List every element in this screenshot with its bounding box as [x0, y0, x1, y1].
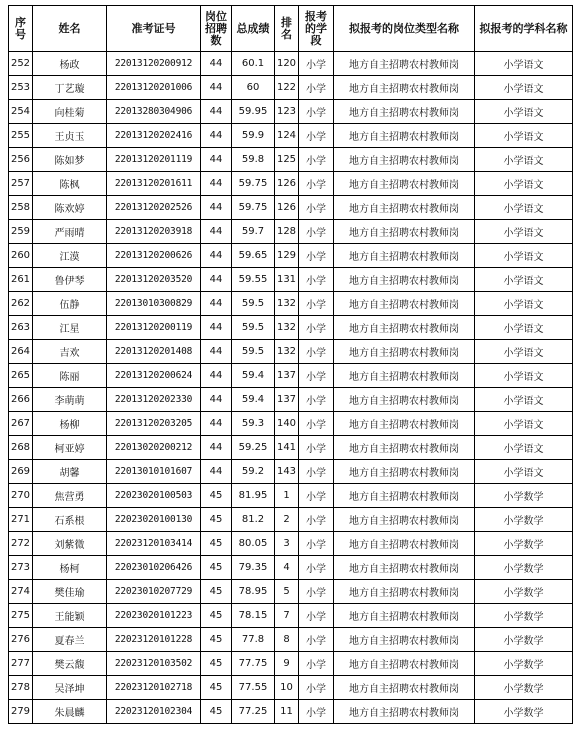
cell-seq: 253	[9, 76, 33, 100]
cell-subject: 小学语文	[475, 196, 573, 220]
table-row	[9, 676, 573, 700]
cell-rank: 5	[275, 580, 299, 604]
cell-subject: 小学数学	[475, 556, 573, 580]
table-row	[9, 460, 573, 484]
cell-seq: 270	[9, 484, 33, 508]
cell-post-type: 地方自主招聘农村教师岗	[334, 220, 475, 244]
cell-post-type: 地方自主招聘农村教师岗	[334, 700, 475, 724]
cell-score: 78.95	[232, 580, 275, 604]
table-row	[9, 700, 573, 724]
cell-score: 77.25	[232, 700, 275, 724]
cell-stage: 小学	[299, 52, 334, 76]
cell-quota: 44	[201, 196, 232, 220]
cell-post-type: 地方自主招聘农村教师岗	[334, 124, 475, 148]
cell-exam-id: 22023010207729	[107, 580, 201, 604]
cell-quota: 44	[201, 436, 232, 460]
cell-name: 陈丽	[33, 364, 107, 388]
cell-subject: 小学数学	[475, 676, 573, 700]
cell-exam-id: 22013120201119	[107, 148, 201, 172]
cell-score: 59.25	[232, 436, 275, 460]
table-row	[9, 244, 573, 268]
header-rank: 排名	[275, 6, 299, 52]
cell-stage: 小学	[299, 676, 334, 700]
cell-rank: 122	[275, 76, 299, 100]
cell-stage: 小学	[299, 220, 334, 244]
cell-exam-id: 22013120200626	[107, 244, 201, 268]
cell-post-type: 地方自主招聘农村教师岗	[334, 388, 475, 412]
cell-exam-id: 22013120200912	[107, 52, 201, 76]
cell-name: 李萌萌	[33, 388, 107, 412]
cell-post-type: 地方自主招聘农村教师岗	[334, 172, 475, 196]
cell-stage: 小学	[299, 412, 334, 436]
cell-subject: 小学数学	[475, 532, 573, 556]
cell-name: 朱晨麟	[33, 700, 107, 724]
header-quota: 岗位招聘数	[201, 6, 232, 52]
cell-name: 吴泽坤	[33, 676, 107, 700]
cell-quota: 44	[201, 460, 232, 484]
cell-seq: 265	[9, 364, 33, 388]
cell-stage: 小学	[299, 628, 334, 652]
cell-name: 向桂菊	[33, 100, 107, 124]
header-stage: 报考的学段	[299, 6, 334, 52]
cell-exam-id: 22013120203520	[107, 268, 201, 292]
cell-exam-id: 22013010300829	[107, 292, 201, 316]
cell-post-type: 地方自主招聘农村教师岗	[334, 628, 475, 652]
table-row	[9, 412, 573, 436]
cell-subject: 小学数学	[475, 484, 573, 508]
cell-subject: 小学数学	[475, 652, 573, 676]
cell-post-type: 地方自主招聘农村教师岗	[334, 52, 475, 76]
cell-score: 59.65	[232, 244, 275, 268]
cell-rank: 8	[275, 628, 299, 652]
cell-stage: 小学	[299, 364, 334, 388]
cell-stage: 小学	[299, 124, 334, 148]
cell-subject: 小学语文	[475, 268, 573, 292]
cell-score: 80.05	[232, 532, 275, 556]
cell-post-type: 地方自主招聘农村教师岗	[334, 484, 475, 508]
cell-name: 陈欢婷	[33, 196, 107, 220]
table-row	[9, 172, 573, 196]
cell-rank: 2	[275, 508, 299, 532]
cell-subject: 小学语文	[475, 292, 573, 316]
cell-name: 胡馨	[33, 460, 107, 484]
cell-exam-id: 22013120200624	[107, 364, 201, 388]
table-row	[9, 292, 573, 316]
table-row	[9, 652, 573, 676]
results-table	[8, 5, 573, 724]
cell-name: 焦营勇	[33, 484, 107, 508]
cell-quota: 45	[201, 508, 232, 532]
cell-quota: 44	[201, 364, 232, 388]
cell-quota: 44	[201, 316, 232, 340]
cell-post-type: 地方自主招聘农村教师岗	[334, 460, 475, 484]
cell-stage: 小学	[299, 268, 334, 292]
cell-score: 59.4	[232, 364, 275, 388]
table-header	[9, 6, 573, 52]
cell-stage: 小学	[299, 316, 334, 340]
cell-rank: 128	[275, 220, 299, 244]
cell-score: 59.8	[232, 148, 275, 172]
cell-name: 丁艺璇	[33, 76, 107, 100]
cell-score: 59.5	[232, 316, 275, 340]
cell-stage: 小学	[299, 604, 334, 628]
cell-seq: 267	[9, 412, 33, 436]
cell-quota: 44	[201, 76, 232, 100]
cell-quota: 44	[201, 148, 232, 172]
cell-score: 59.95	[232, 100, 275, 124]
cell-rank: 137	[275, 364, 299, 388]
cell-seq: 271	[9, 508, 33, 532]
cell-exam-id: 22013120201408	[107, 340, 201, 364]
cell-rank: 143	[275, 460, 299, 484]
cell-stage: 小学	[299, 388, 334, 412]
cell-rank: 132	[275, 292, 299, 316]
cell-rank: 120	[275, 52, 299, 76]
cell-quota: 45	[201, 532, 232, 556]
header-subject: 拟报考的学科名称	[475, 6, 573, 52]
table-row	[9, 148, 573, 172]
header-seq: 序号	[9, 6, 33, 52]
cell-name: 江星	[33, 316, 107, 340]
cell-name: 杨柳	[33, 412, 107, 436]
cell-subject: 小学语文	[475, 364, 573, 388]
cell-subject: 小学语文	[475, 76, 573, 100]
table-row	[9, 196, 573, 220]
table-body	[9, 52, 573, 724]
cell-score: 77.8	[232, 628, 275, 652]
cell-subject: 小学数学	[475, 628, 573, 652]
cell-seq: 278	[9, 676, 33, 700]
cell-seq: 263	[9, 316, 33, 340]
cell-score: 81.95	[232, 484, 275, 508]
cell-subject: 小学语文	[475, 436, 573, 460]
table-row	[9, 532, 573, 556]
cell-score: 59.55	[232, 268, 275, 292]
cell-seq: 274	[9, 580, 33, 604]
cell-stage: 小学	[299, 556, 334, 580]
cell-score: 79.35	[232, 556, 275, 580]
cell-quota: 44	[201, 100, 232, 124]
table-row	[9, 52, 573, 76]
cell-stage: 小学	[299, 508, 334, 532]
cell-rank: 9	[275, 652, 299, 676]
table-row	[9, 76, 573, 100]
cell-post-type: 地方自主招聘农村教师岗	[334, 148, 475, 172]
table-row	[9, 484, 573, 508]
cell-post-type: 地方自主招聘农村教师岗	[334, 556, 475, 580]
cell-seq: 275	[9, 604, 33, 628]
cell-exam-id: 22013020200212	[107, 436, 201, 460]
cell-exam-id: 22013120202330	[107, 388, 201, 412]
cell-name: 王能颖	[33, 604, 107, 628]
cell-stage: 小学	[299, 484, 334, 508]
cell-name: 王贞玉	[33, 124, 107, 148]
cell-seq: 261	[9, 268, 33, 292]
cell-post-type: 地方自主招聘农村教师岗	[334, 532, 475, 556]
cell-seq: 276	[9, 628, 33, 652]
cell-exam-id: 22023120101228	[107, 628, 201, 652]
cell-stage: 小学	[299, 580, 334, 604]
cell-seq: 273	[9, 556, 33, 580]
cell-seq: 256	[9, 148, 33, 172]
cell-quota: 44	[201, 220, 232, 244]
cell-subject: 小学语文	[475, 244, 573, 268]
cell-score: 59.2	[232, 460, 275, 484]
cell-quota: 45	[201, 484, 232, 508]
header-row	[9, 6, 573, 52]
cell-subject: 小学语文	[475, 148, 573, 172]
cell-stage: 小学	[299, 172, 334, 196]
cell-seq: 272	[9, 532, 33, 556]
cell-exam-id: 22013120201006	[107, 76, 201, 100]
cell-name: 吉欢	[33, 340, 107, 364]
cell-seq: 268	[9, 436, 33, 460]
cell-subject: 小学语文	[475, 412, 573, 436]
cell-rank: 132	[275, 316, 299, 340]
cell-rank: 124	[275, 124, 299, 148]
header-exam-id: 准考证号	[107, 6, 201, 52]
table-row	[9, 628, 573, 652]
cell-seq: 260	[9, 244, 33, 268]
cell-score: 60	[232, 76, 275, 100]
table-row	[9, 340, 573, 364]
cell-name: 樊佳瑜	[33, 580, 107, 604]
header-score: 总成绩	[232, 6, 275, 52]
cell-stage: 小学	[299, 196, 334, 220]
cell-subject: 小学语文	[475, 316, 573, 340]
cell-post-type: 地方自主招聘农村教师岗	[334, 340, 475, 364]
cell-subject: 小学语文	[475, 340, 573, 364]
cell-name: 江漠	[33, 244, 107, 268]
cell-seq: 257	[9, 172, 33, 196]
cell-stage: 小学	[299, 148, 334, 172]
cell-quota: 44	[201, 292, 232, 316]
table-row	[9, 580, 573, 604]
table-row	[9, 388, 573, 412]
cell-quota: 45	[201, 676, 232, 700]
table-row	[9, 508, 573, 532]
cell-subject: 小学语文	[475, 220, 573, 244]
cell-quota: 44	[201, 124, 232, 148]
cell-exam-id: 22013120203205	[107, 412, 201, 436]
cell-post-type: 地方自主招聘农村教师岗	[334, 316, 475, 340]
table-row	[9, 220, 573, 244]
cell-post-type: 地方自主招聘农村教师岗	[334, 580, 475, 604]
cell-exam-id: 22023020100130	[107, 508, 201, 532]
cell-name: 刘紫微	[33, 532, 107, 556]
cell-post-type: 地方自主招聘农村教师岗	[334, 268, 475, 292]
cell-subject: 小学数学	[475, 700, 573, 724]
cell-seq: 254	[9, 100, 33, 124]
cell-exam-id: 22013010101607	[107, 460, 201, 484]
cell-stage: 小学	[299, 340, 334, 364]
cell-rank: 4	[275, 556, 299, 580]
cell-stage: 小学	[299, 700, 334, 724]
cell-quota: 44	[201, 52, 232, 76]
cell-score: 81.2	[232, 508, 275, 532]
cell-name: 陈枫	[33, 172, 107, 196]
cell-score: 59.5	[232, 340, 275, 364]
cell-subject: 小学语文	[475, 172, 573, 196]
cell-post-type: 地方自主招聘农村教师岗	[334, 76, 475, 100]
cell-rank: 131	[275, 268, 299, 292]
cell-quota: 44	[201, 388, 232, 412]
cell-quota: 44	[201, 244, 232, 268]
cell-post-type: 地方自主招聘农村教师岗	[334, 508, 475, 532]
cell-seq: 279	[9, 700, 33, 724]
cell-stage: 小学	[299, 532, 334, 556]
cell-subject: 小学数学	[475, 580, 573, 604]
header-name: 姓名	[33, 6, 107, 52]
cell-name: 鲁伊琴	[33, 268, 107, 292]
cell-rank: 141	[275, 436, 299, 460]
cell-name: 夏春兰	[33, 628, 107, 652]
cell-score: 59.75	[232, 196, 275, 220]
cell-post-type: 地方自主招聘农村教师岗	[334, 100, 475, 124]
cell-quota: 45	[201, 652, 232, 676]
cell-score: 77.55	[232, 676, 275, 700]
table-row	[9, 268, 573, 292]
cell-seq: 259	[9, 220, 33, 244]
cell-quota: 45	[201, 580, 232, 604]
cell-exam-id: 22023010206426	[107, 556, 201, 580]
cell-name: 杨政	[33, 52, 107, 76]
cell-rank: 11	[275, 700, 299, 724]
cell-score: 60.1	[232, 52, 275, 76]
table-row	[9, 604, 573, 628]
cell-name: 杨柯	[33, 556, 107, 580]
cell-stage: 小学	[299, 76, 334, 100]
cell-seq: 262	[9, 292, 33, 316]
cell-exam-id: 22013120200119	[107, 316, 201, 340]
cell-quota: 45	[201, 556, 232, 580]
cell-rank: 126	[275, 172, 299, 196]
cell-rank: 123	[275, 100, 299, 124]
cell-rank: 137	[275, 388, 299, 412]
cell-seq: 255	[9, 124, 33, 148]
cell-name: 柯亚婷	[33, 436, 107, 460]
cell-stage: 小学	[299, 652, 334, 676]
cell-exam-id: 22013120203918	[107, 220, 201, 244]
cell-quota: 45	[201, 700, 232, 724]
cell-score: 78.15	[232, 604, 275, 628]
cell-stage: 小学	[299, 436, 334, 460]
cell-name: 严雨晴	[33, 220, 107, 244]
cell-post-type: 地方自主招聘农村教师岗	[334, 196, 475, 220]
cell-name: 樊云馥	[33, 652, 107, 676]
cell-subject: 小学数学	[475, 604, 573, 628]
cell-stage: 小学	[299, 292, 334, 316]
cell-quota: 44	[201, 340, 232, 364]
cell-exam-id: 22013120202416	[107, 124, 201, 148]
cell-exam-id: 22023020101223	[107, 604, 201, 628]
cell-subject: 小学语文	[475, 52, 573, 76]
cell-rank: 3	[275, 532, 299, 556]
cell-rank: 132	[275, 340, 299, 364]
table-row	[9, 436, 573, 460]
cell-rank: 140	[275, 412, 299, 436]
cell-exam-id: 22023120103414	[107, 532, 201, 556]
cell-score: 59.9	[232, 124, 275, 148]
cell-post-type: 地方自主招聘农村教师岗	[334, 412, 475, 436]
table-row	[9, 100, 573, 124]
table-row	[9, 364, 573, 388]
cell-exam-id: 22023120102718	[107, 676, 201, 700]
cell-name: 石系根	[33, 508, 107, 532]
cell-post-type: 地方自主招聘农村教师岗	[334, 604, 475, 628]
cell-seq: 269	[9, 460, 33, 484]
cell-score: 59.7	[232, 220, 275, 244]
cell-subject: 小学语文	[475, 388, 573, 412]
cell-score: 77.75	[232, 652, 275, 676]
cell-score: 59.5	[232, 292, 275, 316]
cell-post-type: 地方自主招聘农村教师岗	[334, 244, 475, 268]
header-post-type: 拟报考的岗位类型名称	[334, 6, 475, 52]
cell-quota: 45	[201, 628, 232, 652]
cell-post-type: 地方自主招聘农村教师岗	[334, 652, 475, 676]
cell-subject: 小学语文	[475, 124, 573, 148]
cell-rank: 129	[275, 244, 299, 268]
cell-rank: 125	[275, 148, 299, 172]
cell-name: 伍静	[33, 292, 107, 316]
cell-post-type: 地方自主招聘农村教师岗	[334, 436, 475, 460]
cell-seq: 277	[9, 652, 33, 676]
cell-name: 陈如梦	[33, 148, 107, 172]
cell-rank: 1	[275, 484, 299, 508]
cell-subject: 小学语文	[475, 460, 573, 484]
cell-quota: 44	[201, 268, 232, 292]
cell-seq: 258	[9, 196, 33, 220]
cell-seq: 252	[9, 52, 33, 76]
cell-quota: 44	[201, 412, 232, 436]
cell-stage: 小学	[299, 460, 334, 484]
table-row	[9, 556, 573, 580]
cell-post-type: 地方自主招聘农村教师岗	[334, 676, 475, 700]
cell-seq: 264	[9, 340, 33, 364]
table-row	[9, 316, 573, 340]
cell-exam-id: 22023120103502	[107, 652, 201, 676]
cell-quota: 45	[201, 604, 232, 628]
cell-stage: 小学	[299, 244, 334, 268]
cell-rank: 126	[275, 196, 299, 220]
cell-rank: 7	[275, 604, 299, 628]
cell-subject: 小学语文	[475, 100, 573, 124]
cell-exam-id: 22013120201611	[107, 172, 201, 196]
cell-quota: 44	[201, 172, 232, 196]
cell-exam-id: 22013120202526	[107, 196, 201, 220]
cell-subject: 小学数学	[475, 508, 573, 532]
cell-post-type: 地方自主招聘农村教师岗	[334, 364, 475, 388]
cell-score: 59.75	[232, 172, 275, 196]
cell-score: 59.4	[232, 388, 275, 412]
cell-exam-id: 22013280304906	[107, 100, 201, 124]
cell-post-type: 地方自主招聘农村教师岗	[334, 292, 475, 316]
cell-seq: 266	[9, 388, 33, 412]
cell-stage: 小学	[299, 100, 334, 124]
cell-exam-id: 22023120102304	[107, 700, 201, 724]
cell-exam-id: 22023020100503	[107, 484, 201, 508]
results-table-container	[8, 5, 573, 724]
cell-rank: 10	[275, 676, 299, 700]
table-row	[9, 124, 573, 148]
cell-score: 59.3	[232, 412, 275, 436]
